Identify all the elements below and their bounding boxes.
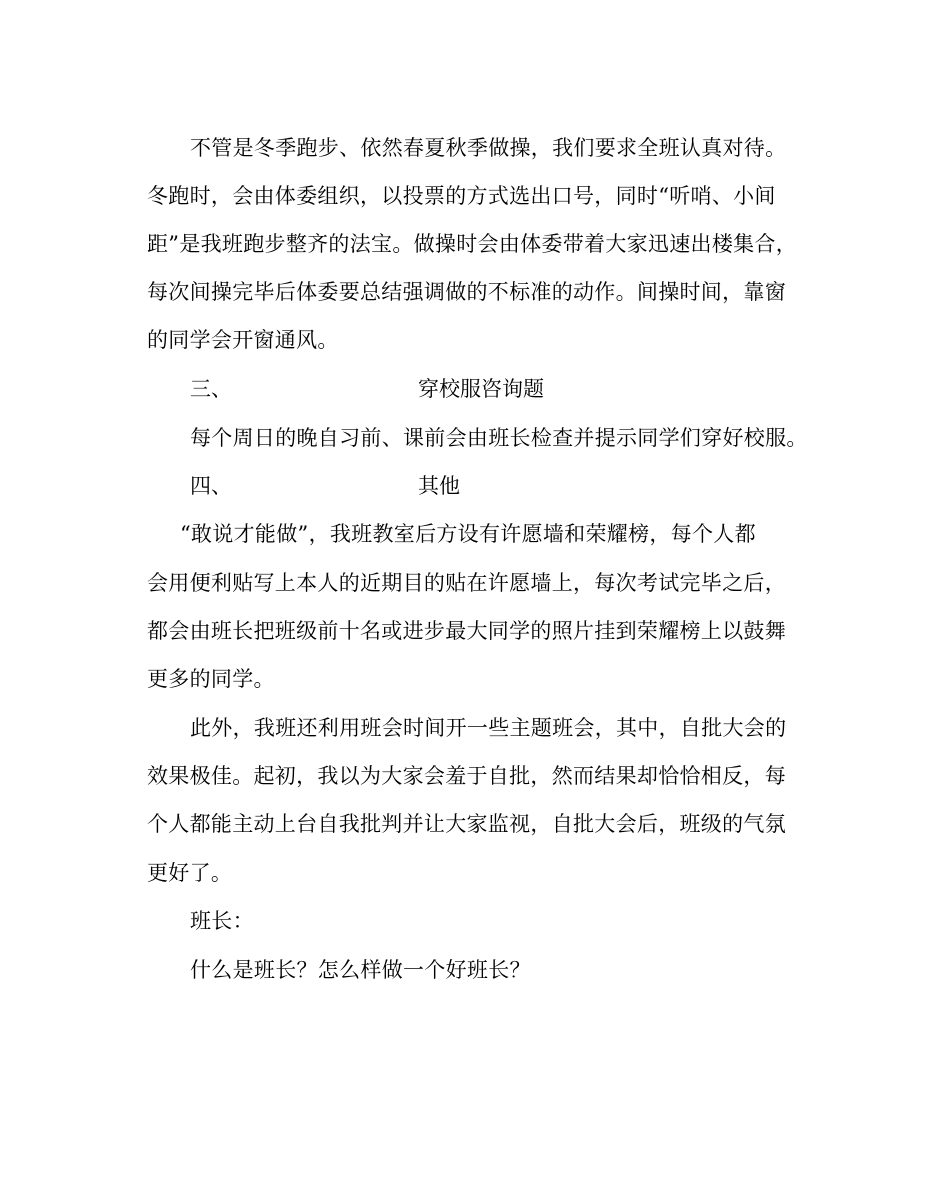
- paragraph-4-line-1: 此外，我班还利用班会时间开一些主题班会，其中，自批大会的: [190, 716, 787, 740]
- paragraph-3-line-4: 更多的同学。: [147, 667, 275, 691]
- section-4-title: 其他: [418, 474, 460, 498]
- paragraph-3-line-1: “敢说才能做”，我班教室后方设有许愿墙和荣耀榜，每个人都: [180, 522, 756, 546]
- paragraph-6-line-1: 什么是班长？怎么样做一个好班长？: [190, 958, 531, 982]
- paragraph-3-line-2: 会用便利贴写上本人的近期目的贴在许愿墙上，每次考试完毕之后，: [147, 571, 786, 595]
- section-3-title: 穿校服咨询题: [418, 377, 544, 401]
- paragraph-4-line-3: 个人都能主动上台自我批判并让大家监视，自批大会后，班级的气氛: [147, 812, 786, 836]
- paragraph-5-line-1: 班长：: [190, 909, 254, 933]
- paragraph-4-line-2: 效果极佳。起初，我以为大家会羞于自批，然而结果却恰恰相反，每: [147, 764, 786, 788]
- paragraph-1-line-3: 距”是我班跑步整齐的法宝。做操时会由体委带着大家迅速出楼集合，: [147, 232, 798, 256]
- paragraph-1-line-1: 不管是冬季跑步、依然春夏秋季做操，我们要求全班认真对待。: [190, 136, 787, 160]
- paragraph-4-line-4: 更好了。: [147, 861, 233, 885]
- paragraph-3-line-3: 都会由班长把班级前十名或进步最大同学的照片挂到荣耀榜上以鼓舞: [147, 619, 786, 643]
- paragraph-2-line-1: 每个周日的晚自习前、课前会由班长检查并提示同学们穿好校服。: [190, 426, 808, 450]
- section-4-number: 四、: [190, 474, 232, 498]
- paragraph-1-line-4: 每次间操完毕后体委要总结强调做的不标准的动作。间操时间，靠窗: [147, 280, 786, 304]
- section-3-number: 三、: [190, 377, 232, 401]
- paragraph-1-line-5: 的同学会开窗通风。: [147, 328, 339, 352]
- paragraph-1-line-2: 冬跑时，会由体委组织，以投票的方式选出口号，同时“听哨、小间: [147, 184, 776, 208]
